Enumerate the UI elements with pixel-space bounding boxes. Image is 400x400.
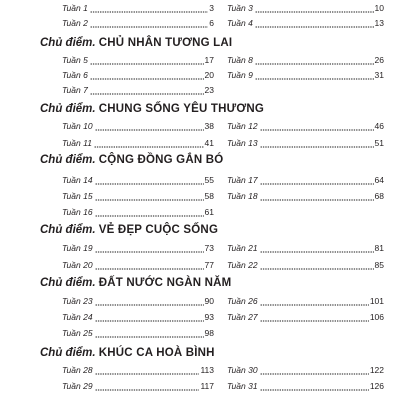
toc-entry-week-26[interactable] (227, 293, 384, 307)
week-label: Tuần 9 (227, 70, 253, 80)
dot-leader (260, 259, 374, 270)
page-number: 6 (209, 18, 214, 28)
week-label: Tuần 20 (62, 260, 93, 270)
section-heading[interactable] (40, 274, 231, 292)
page-number: 106 (369, 312, 384, 322)
page-number: 126 (369, 381, 384, 391)
section-label: Chủ điểm. (40, 37, 96, 49)
dot-leader (260, 190, 374, 201)
week-label: Tuần 12 (227, 121, 258, 131)
toc-entry-week-14[interactable] (62, 172, 214, 186)
week-label: Tuần 6 (62, 70, 88, 80)
toc-entry-week-25[interactable] (62, 325, 214, 339)
dot-leader (255, 17, 374, 28)
toc-entry-week-30[interactable] (227, 362, 384, 376)
section-label: Chủ điểm. (40, 224, 96, 236)
page-number: 77 (204, 260, 214, 270)
section-title: CỘNG ĐỒNG GẮN BÓ (98, 154, 224, 166)
week-label: Tuần 25 (62, 328, 93, 338)
toc-entry-week-18[interactable] (227, 188, 384, 202)
toc-entry-week-11[interactable] (62, 135, 214, 149)
week-label: Tuần 1 (62, 3, 88, 13)
toc-entry-week-1[interactable] (62, 0, 214, 14)
week-label: Tuần 2 (62, 18, 88, 28)
page-number: 93 (204, 312, 214, 322)
week-label: Tuần 19 (62, 243, 93, 253)
toc-entry-week-15[interactable] (62, 188, 214, 202)
week-label: Tuần 23 (62, 296, 93, 306)
dot-leader (95, 190, 204, 201)
toc-entry-week-7[interactable] (62, 82, 214, 96)
dot-leader (95, 259, 204, 270)
dot-leader (90, 17, 208, 28)
dot-leader (260, 242, 374, 253)
toc-entry-week-31[interactable] (227, 378, 384, 392)
page-number: 38 (204, 121, 214, 131)
page-number: 117 (200, 381, 214, 391)
week-label: Tuần 8 (227, 55, 253, 65)
week-label: Tuần 26 (227, 296, 258, 306)
page-number: 46 (374, 121, 384, 131)
dot-leader (255, 54, 374, 65)
dot-leader (95, 380, 200, 391)
page-number: 64 (374, 175, 384, 185)
dot-leader (260, 295, 369, 306)
dot-leader (94, 137, 204, 148)
dot-leader (95, 327, 204, 338)
section-heading[interactable] (40, 34, 232, 52)
dot-leader (260, 364, 369, 375)
page-number: 13 (374, 18, 384, 28)
section-heading[interactable] (40, 151, 223, 169)
dot-leader (255, 69, 374, 80)
week-label: Tuần 13 (227, 138, 258, 148)
week-label: Tuần 27 (227, 312, 258, 322)
section-label: Chủ điểm. (40, 347, 96, 359)
week-label: Tuần 14 (62, 175, 93, 185)
section-title: KHÚC CA HOÀ BÌNH (98, 347, 215, 359)
dot-leader (95, 174, 204, 185)
dot-leader (95, 295, 204, 306)
page-number: 31 (374, 70, 384, 80)
page-number: 68 (374, 191, 384, 201)
page-number: 55 (204, 175, 214, 185)
toc-entry-week-17[interactable] (227, 172, 384, 186)
toc-entry-week-29[interactable] (62, 378, 214, 392)
dot-leader (260, 311, 369, 322)
page-number: 101 (369, 296, 384, 306)
week-label: Tuần 21 (227, 243, 258, 253)
dot-leader (95, 206, 204, 217)
toc-entry-week-9[interactable] (227, 67, 384, 81)
page-number: 98 (204, 328, 214, 338)
dot-leader (95, 364, 200, 375)
week-label: Tuần 15 (62, 191, 93, 201)
section-label: Chủ điểm. (40, 277, 96, 289)
section-heading[interactable] (40, 100, 264, 118)
dot-leader (90, 54, 204, 65)
toc-entry-week-22[interactable] (227, 257, 384, 271)
section-heading[interactable] (40, 221, 218, 239)
dot-leader (255, 2, 374, 13)
section-title: ĐẤT NƯỚC NGÀN NĂM (98, 277, 232, 289)
page-number: 17 (204, 55, 214, 65)
page-number: 26 (374, 55, 384, 65)
week-label: Tuần 17 (227, 175, 258, 185)
toc-entry-week-16[interactable] (62, 204, 214, 218)
dot-leader (95, 242, 204, 253)
toc-entry-week-24[interactable] (62, 309, 214, 323)
dot-leader (260, 174, 374, 185)
page-number: 51 (374, 138, 384, 148)
toc-entry-week-20[interactable] (62, 257, 214, 271)
page-number: 73 (204, 243, 214, 253)
dot-leader (95, 311, 204, 322)
toc-entry-week-5[interactable] (62, 52, 214, 66)
dot-leader (260, 120, 374, 131)
page-number: 61 (204, 207, 214, 217)
week-label: Tuần 30 (227, 365, 258, 375)
toc-entry-week-19[interactable] (62, 240, 214, 254)
dot-leader (90, 69, 204, 80)
toc-entry-week-28[interactable] (62, 362, 214, 376)
section-label: Chủ điểm. (40, 154, 96, 166)
toc-entry-week-10[interactable] (62, 118, 214, 132)
section-title: VẺ ĐẸP CUỘC SỐNG (98, 224, 219, 236)
week-label: Tuần 28 (62, 365, 93, 375)
toc-entry-week-12[interactable] (227, 118, 384, 132)
week-label: Tuần 31 (227, 381, 258, 391)
page-number: 122 (369, 365, 384, 375)
week-label: Tuần 29 (62, 381, 93, 391)
dot-leader (260, 137, 374, 148)
page-number: 41 (204, 138, 214, 148)
page-number: 20 (204, 70, 214, 80)
section-title: CHUNG SỐNG YÊU THƯƠNG (98, 103, 264, 115)
week-label: Tuần 7 (62, 85, 88, 95)
section-heading[interactable] (40, 344, 215, 362)
page-number: 81 (374, 243, 384, 253)
toc-entry-week-6[interactable] (62, 67, 214, 81)
section-label: Chủ điểm. (40, 103, 96, 115)
page-number: 10 (374, 3, 384, 13)
page-number: 90 (204, 296, 214, 306)
week-label: Tuần 24 (62, 312, 93, 322)
toc-entry-week-27[interactable] (227, 309, 384, 323)
section-title: CHỦ NHÂN TƯƠNG LAI (98, 37, 233, 49)
toc-entry-week-13[interactable] (227, 135, 384, 149)
toc-entry-week-23[interactable] (62, 293, 214, 307)
toc-entry-week-2[interactable] (62, 15, 214, 29)
week-label: Tuần 10 (62, 121, 93, 131)
toc-entry-week-21[interactable] (227, 240, 384, 254)
week-label: Tuần 11 (62, 138, 92, 148)
dot-leader (260, 380, 369, 391)
week-label: Tuần 18 (227, 191, 258, 201)
page-number: 113 (200, 365, 214, 375)
week-label: Tuần 16 (62, 207, 93, 217)
week-label: Tuần 3 (227, 3, 253, 13)
dot-leader (90, 2, 208, 13)
dot-leader (95, 120, 204, 131)
week-label: Tuần 4 (227, 18, 253, 28)
page-number: 85 (374, 260, 384, 270)
toc-entry-week-3[interactable] (227, 0, 384, 14)
dot-leader (90, 84, 204, 95)
page-number: 23 (204, 85, 214, 95)
page-number: 3 (209, 3, 214, 13)
week-label: Tuần 5 (62, 55, 88, 65)
page-number: 58 (204, 191, 214, 201)
toc-entry-week-4[interactable] (227, 15, 384, 29)
week-label: Tuần 22 (227, 260, 258, 270)
toc-entry-week-8[interactable] (227, 52, 384, 66)
